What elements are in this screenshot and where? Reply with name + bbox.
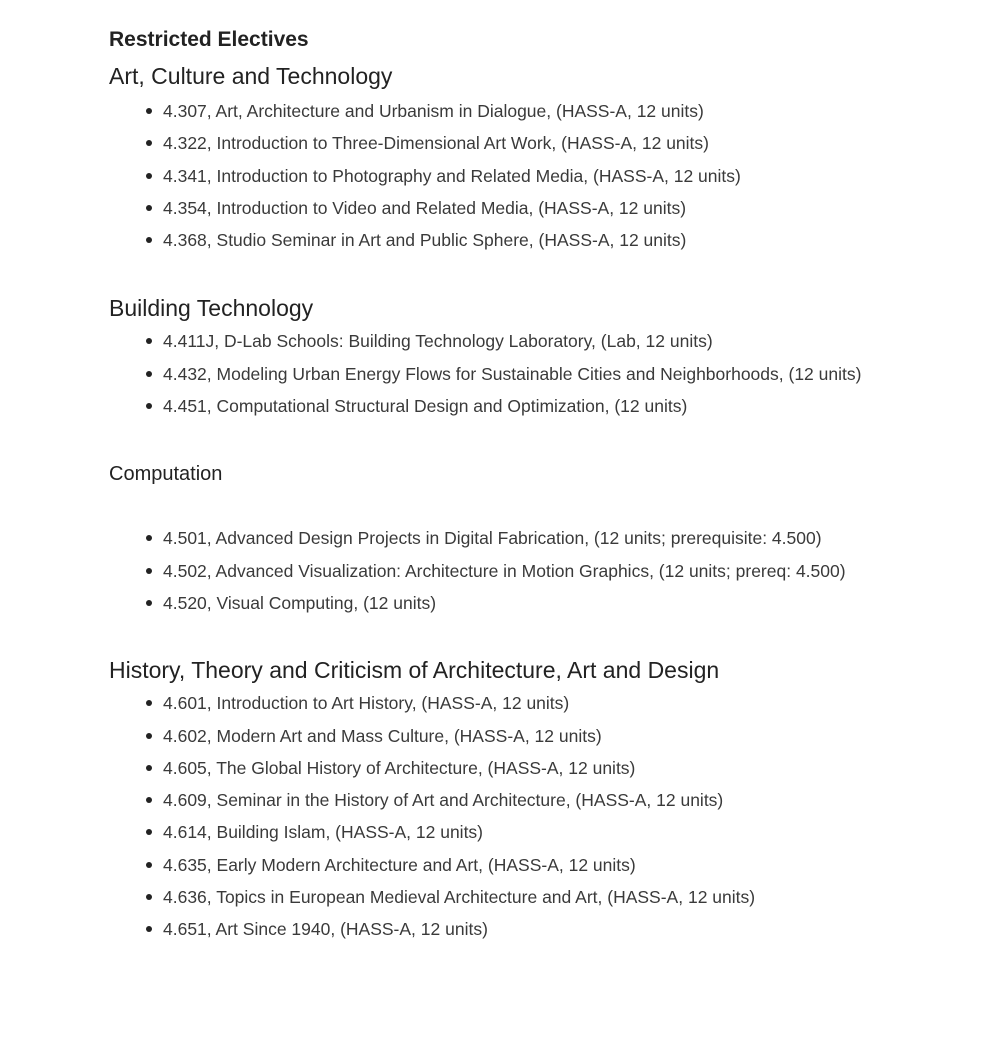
section-heading: Building Technology [109,295,314,322]
course-item: 4.635, Early Modern Architecture and Art, (HASS-A, 12 units) [163,849,879,881]
course-list [109,687,879,945]
course-item: 4.451, Computational Structural Design and Optimization, (12 units) [163,390,879,422]
course-list [109,325,879,422]
course-item: 4.322, Introduction to Three-Dimensional Art Work, (HASS-A, 12 units) [163,127,879,159]
course-list [109,522,879,619]
course-list [109,95,879,256]
course-item: 4.354, Introduction to Video and Related Media, (HASS-A, 12 units) [163,192,879,224]
section-history-theory-criticism [109,653,879,945]
section-computation [109,457,879,619]
course-item: 4.432, Modeling Urban Energy Flows for Sustainable Cities and Neighborhoods, (12 units) [163,358,879,390]
page-title: Restricted Electives [109,28,309,51]
section-heading: Computation [109,463,223,486]
course-item: 4.501, Advanced Design Projects in Digital Fabrication, (12 units; prerequisite: 4.500) [163,522,879,554]
section-heading: History, Theory and Criticism of Architecture, Art and Design [109,657,720,684]
course-item: 4.520, Visual Computing, (12 units) [163,587,879,619]
course-item: 4.614, Building Islam, (HASS-A, 12 units) [163,816,879,848]
course-item: 4.651, Art Since 1940, (HASS-A, 12 units) [163,913,879,945]
course-item: 4.341, Introduction to Photography and Related Media, (HASS-A, 12 units) [163,160,879,192]
course-item: 4.411J, D-Lab Schools: Building Technology Laboratory, (Lab, 12 units) [163,325,879,357]
course-item: 4.636, Topics in European Medieval Architecture and Art, (HASS-A, 12 units) [163,881,879,913]
course-item: 4.368, Studio Seminar in Art and Public Sphere, (HASS-A, 12 units) [163,224,879,256]
course-item: 4.502, Advanced Visualization: Architecture in Motion Graphics, (12 units; prereq: 4.500) [163,555,879,587]
course-item: 4.307, Art, Architecture and Urbanism in Dialogue, (HASS-A, 12 units) [163,95,879,127]
course-item: 4.605, The Global History of Architecture, (HASS-A, 12 units) [163,752,879,784]
course-item: 4.609, Seminar in the History of Art and Architecture, (HASS-A, 12 units) [163,784,879,816]
course-item: 4.602, Modern Art and Mass Culture, (HASS-A, 12 units) [163,720,879,752]
page-content [109,26,879,946]
section-building-technology [109,291,879,422]
section-art-culture-technology [109,59,879,256]
course-item: 4.601, Introduction to Art History, (HASS-A, 12 units) [163,687,879,719]
section-heading: Art, Culture and Technology [109,63,393,89]
